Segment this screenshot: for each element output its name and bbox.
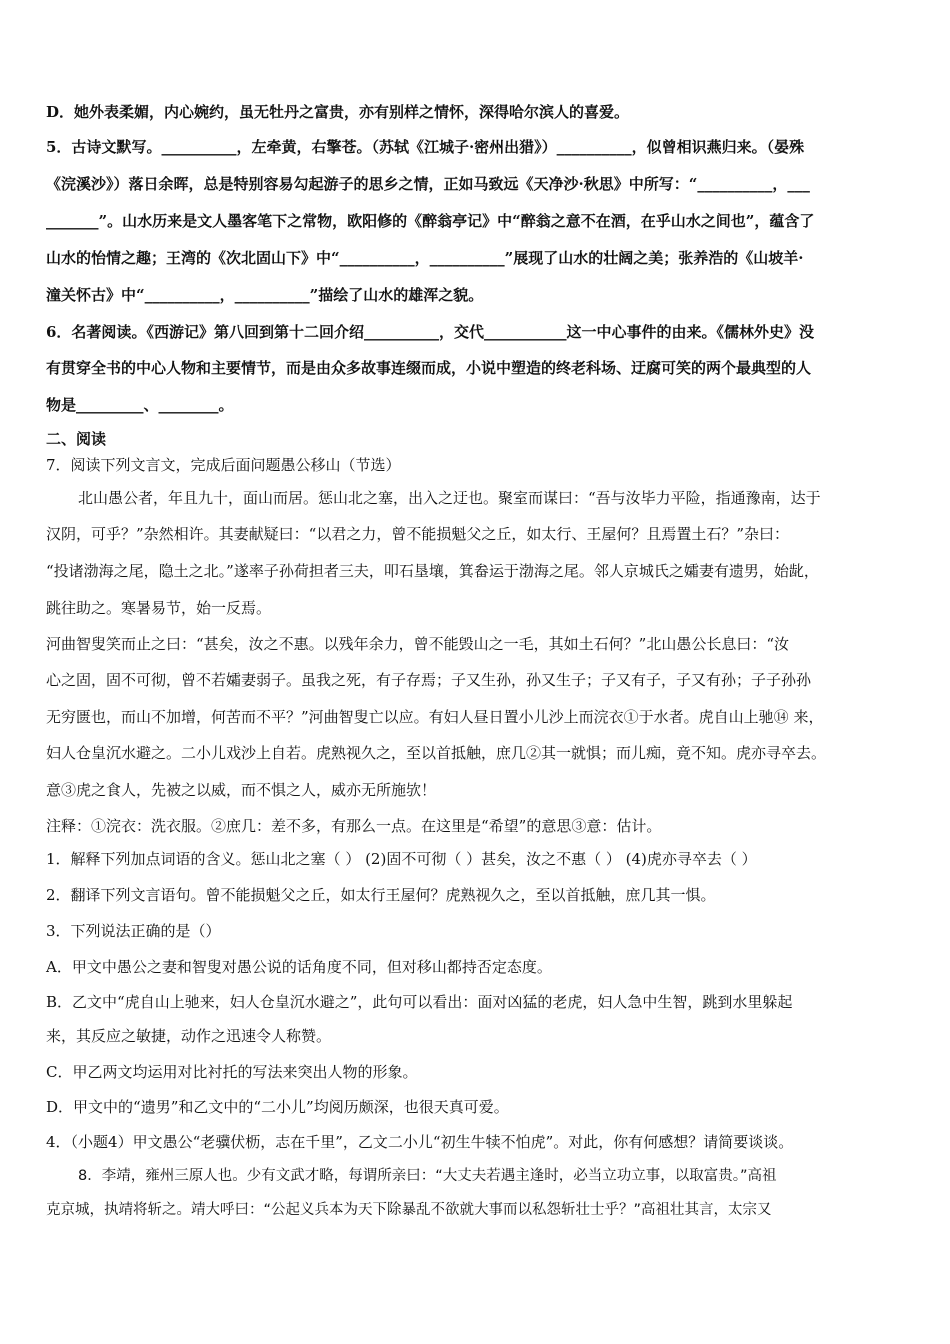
option-a: A．甲文中愚公之妻和智叟对愚公说的话角度不同，但对移山都持否定态度。 bbox=[46, 958, 552, 976]
option-b-line-1: B．乙文中“虎自山上驰来，妇人仓皇沉水避之”，此句可以看出：面对凶猛的老虎，妇人急中生智，跳到水里躲起 bbox=[46, 993, 793, 1011]
section-heading: 二、阅读 bbox=[46, 430, 107, 448]
q5-line-3: _______”。山水历来是文人墨客笔下之常物，欧阳修的《醉翁亭记》中“醉翁之意不在酒，在乎山水之间也”，蕴含了 bbox=[46, 212, 815, 230]
q8-line-1: 8．李靖，雍州三原人也。少有文武才略，每谓所亲曰：“大丈夫若遇主逢时，必当立功立事，以取富贵。”高祖 bbox=[78, 1168, 777, 1184]
q6-line-1: 6．名著阅读。《西游记》第八回到第十二回介绍__________，交代___________这一中心事件的由来。《儒林外史》没 bbox=[46, 323, 814, 341]
passage-line-2: 汉阴，可乎？”杂然相许。其妻献疑曰：“以君之力，曾不能损魁父之丘，如太行、王屋何？且焉置土石？”杂曰： bbox=[46, 525, 790, 543]
passage-line-7: 无穷匮也，而山不加增，何苦而不平？”河曲智叟亡以应。有妇人昼日置小儿沙上而浣衣①于水者。虎自山上驰⑭ 来， bbox=[46, 708, 824, 726]
option-d-line: D．她外表柔媚，内心婉约，虽无牡丹之富贵，亦有别样之情怀，深得哈尔滨人的喜爱。 bbox=[46, 103, 630, 121]
option-b-line-2: 来，其反应之敏捷，动作之迅速令人称赞。 bbox=[46, 1027, 332, 1045]
passage-line-1: 北山愚公者，年且九十，面山而居。惩山北之塞，出入之迂也。聚室而谋曰：“吾与汝毕力平险，指通豫南，达于 bbox=[78, 489, 821, 507]
q5-line-4: 山水的怡情之趣；王湾的《次北固山下》中“__________，__________”展现了山水的壮阔之美；张养浩的《山坡羊· bbox=[46, 249, 804, 267]
passage-line-3: “投诸渤海之尾，隐土之北。”遂率子孙荷担者三夫，叩石垦壤，箕畚运于渤海之尾。邻人京城氏之孀妻有遗男，始龀， bbox=[46, 562, 819, 580]
option-c: C．甲乙两文均运用对比衬托的写法来突出人物的形象。 bbox=[46, 1063, 418, 1081]
q5-line-1: 5．古诗文默写。__________，左牵黄，右擎苍。（苏轼《江城子·密州出猎》）__________，似曾相识燕归来。（晏殊 bbox=[46, 138, 805, 156]
q6-line-3: 物是_________、________。 bbox=[46, 396, 234, 414]
sub-question-1: 1．解释下列加点词语的含义。惩山北之塞（ ） (2)固不可彻（ ）甚矣，汝之不惠（ ） (4)虎亦寻卒去（ ） bbox=[46, 850, 757, 868]
annotation-note: 注释：①浣衣：洗衣服。②庶几：差不多，有那么一点。在这里是“希望”的意思③意：估计。 bbox=[46, 817, 662, 835]
passage-line-8: 妇人仓皇沉水避之。二小儿戏沙上自若。虎熟视久之，至以首抵触，庶几②其一就惧；而儿痴，竟不知。虎亦寻卒去。 bbox=[46, 744, 827, 762]
sub-question-2: 2．翻译下列文言语句。曾不能损魁父之丘，如太行王屋何？虎熟视久之，至以首抵触，庶几其一惧。 bbox=[46, 886, 716, 904]
passage-line-4: 跳往助之。寒暑易节，始一反焉。 bbox=[46, 599, 272, 617]
sub-question-4: 4．（小题4）甲文愚公“老骥伏枥，志在千里”，乙文二小儿“初生牛犊不怕虎”。对此，你有何感想？请简要谈谈。 bbox=[46, 1133, 794, 1151]
q6-line-2: 有贯穿全书的中心人物和主要情节，而是由众多故事连缀而成，小说中塑造的终老科场、迂腐可笑的两个最典型的人 bbox=[46, 359, 812, 377]
passage-line-9: 意③虎之食人，先被之以威，而不惧之人，威亦无所施欤！ bbox=[46, 781, 437, 799]
option-d: D．甲文中的“遗男”和乙文中的“二小儿”均阅历颇深，也很天真可爱。 bbox=[46, 1098, 509, 1116]
passage-line-6: 心之固，固不可彻，曾不若孀妻弱子。虽我之死，有子存焉；子又生孙，孙又生子；子又有子，子又有孙；子子孙孙 bbox=[46, 671, 812, 689]
passage-line-5: 河曲智叟笑而止之曰：“甚矣，汝之不惠。以残年余力，曾不能毁山之一毛，其如土石何？”北山愚公长息曰：“汝 bbox=[46, 635, 790, 653]
sub-question-3: 3．下列说法正确的是（） bbox=[46, 922, 221, 940]
q7-title: 7．阅读下列文言文，完成后面问题愚公移山（节选） bbox=[46, 456, 401, 474]
q5-line-5: 潼关怀古》中“__________，__________”描绘了山水的雄浑之貌。 bbox=[46, 286, 484, 304]
q5-line-2: 《浣溪沙》）落日余晖，总是特别容易勾起游子的思乡之情，正如马致远《天净沙·秋思》中所写：“__________，___ bbox=[46, 175, 810, 193]
q8-line-2: 克京城，执靖将斩之。靖大呼曰：“公起义兵本为天下除暴乱不欲就大事而以私怨斩壮士乎？”高祖壮其言，太宗又 bbox=[46, 1202, 772, 1218]
